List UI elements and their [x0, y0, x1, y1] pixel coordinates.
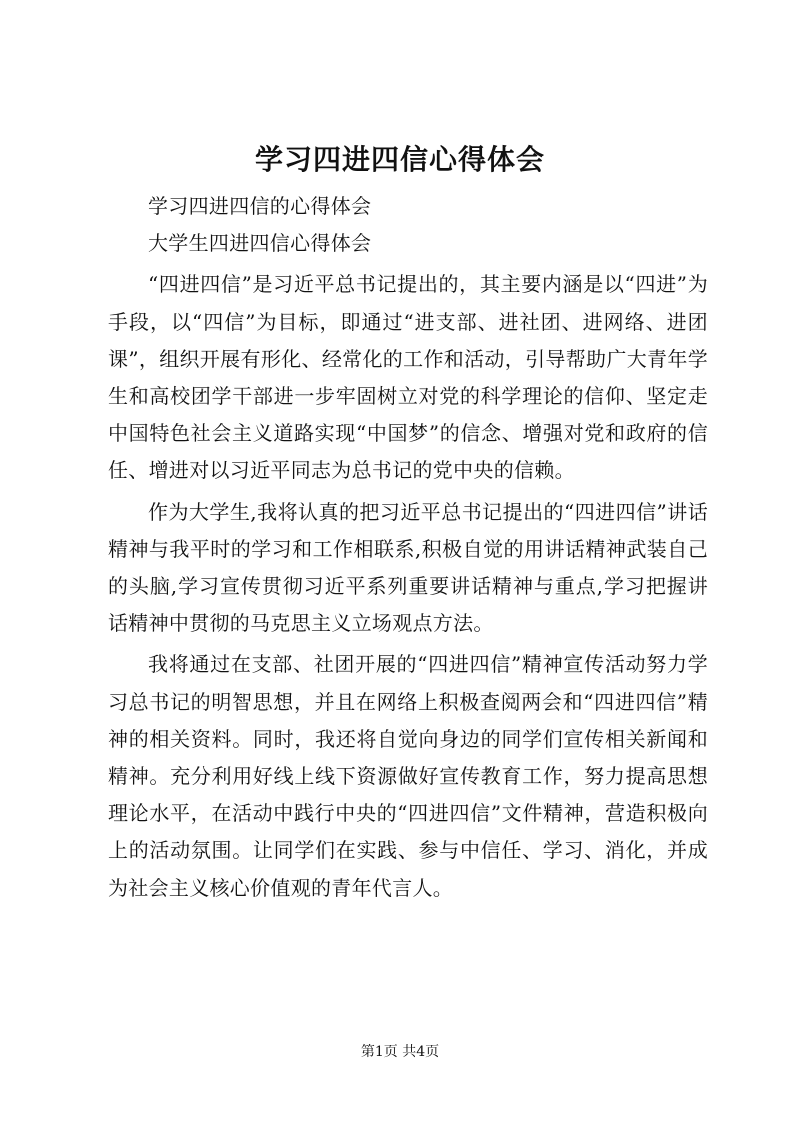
- page-number-footer: 第1页 共4页: [360, 1044, 440, 1060]
- body-paragraph: 我将通过在支部、社团开展的“四进四信”精神宣传活动努力学习总书记的明智思想，并且在网络上积极查阅两会和“四进四信”精神的相关资料。同时，我还将自觉向身边的同学们宣传相关新闻和精神。充分利用好线上线下资源做好宣传教育工作，努力提高思想理论水平，在活动中践行中央的“四进四信”文件精神，营造积极向上的活动氛围。让同学们在实践、参与中信任、学习、消化，并成为社会主义核心价值观的青年代言人。: [108, 652, 708, 900]
- body-paragraph: “四进四信”是习近平总书记提出的，其主要内涵是以“四进”为手段，以“四信”为目标，即通过“进支部、进社团、进网络、进团课”，组织开展有形化、经常化的工作和活动，引导帮助广大青年学生和高校团学干部进一步牢固树立对党的科学理论的信仰、坚定走中国特色社会主义道路实现“中国梦”的信念、增强对党和政府的信任、增进对以习近平同志为总书记的党中央的信赖。: [108, 272, 708, 483]
- subtitle-paragraph: 学习四进四信的心得体会: [148, 194, 372, 218]
- document-title: 学习四进四信心得体会: [254, 143, 545, 176]
- subtitle-paragraph: 大学生四进四信心得体会: [148, 231, 372, 256]
- document-body: [108, 188, 708, 907]
- body-paragraph: 作为大学生,我将认真的把习近平总书记提出的“四进四信”讲话精神与我平时的学习和工作相联系,积极自觉的用讲话精神武装自己的头脑,学习宣传贯彻习近平系列重要讲话精神与重点,学习把握讲话精神中贯彻的马克思主义立场观点方法。: [108, 499, 708, 636]
